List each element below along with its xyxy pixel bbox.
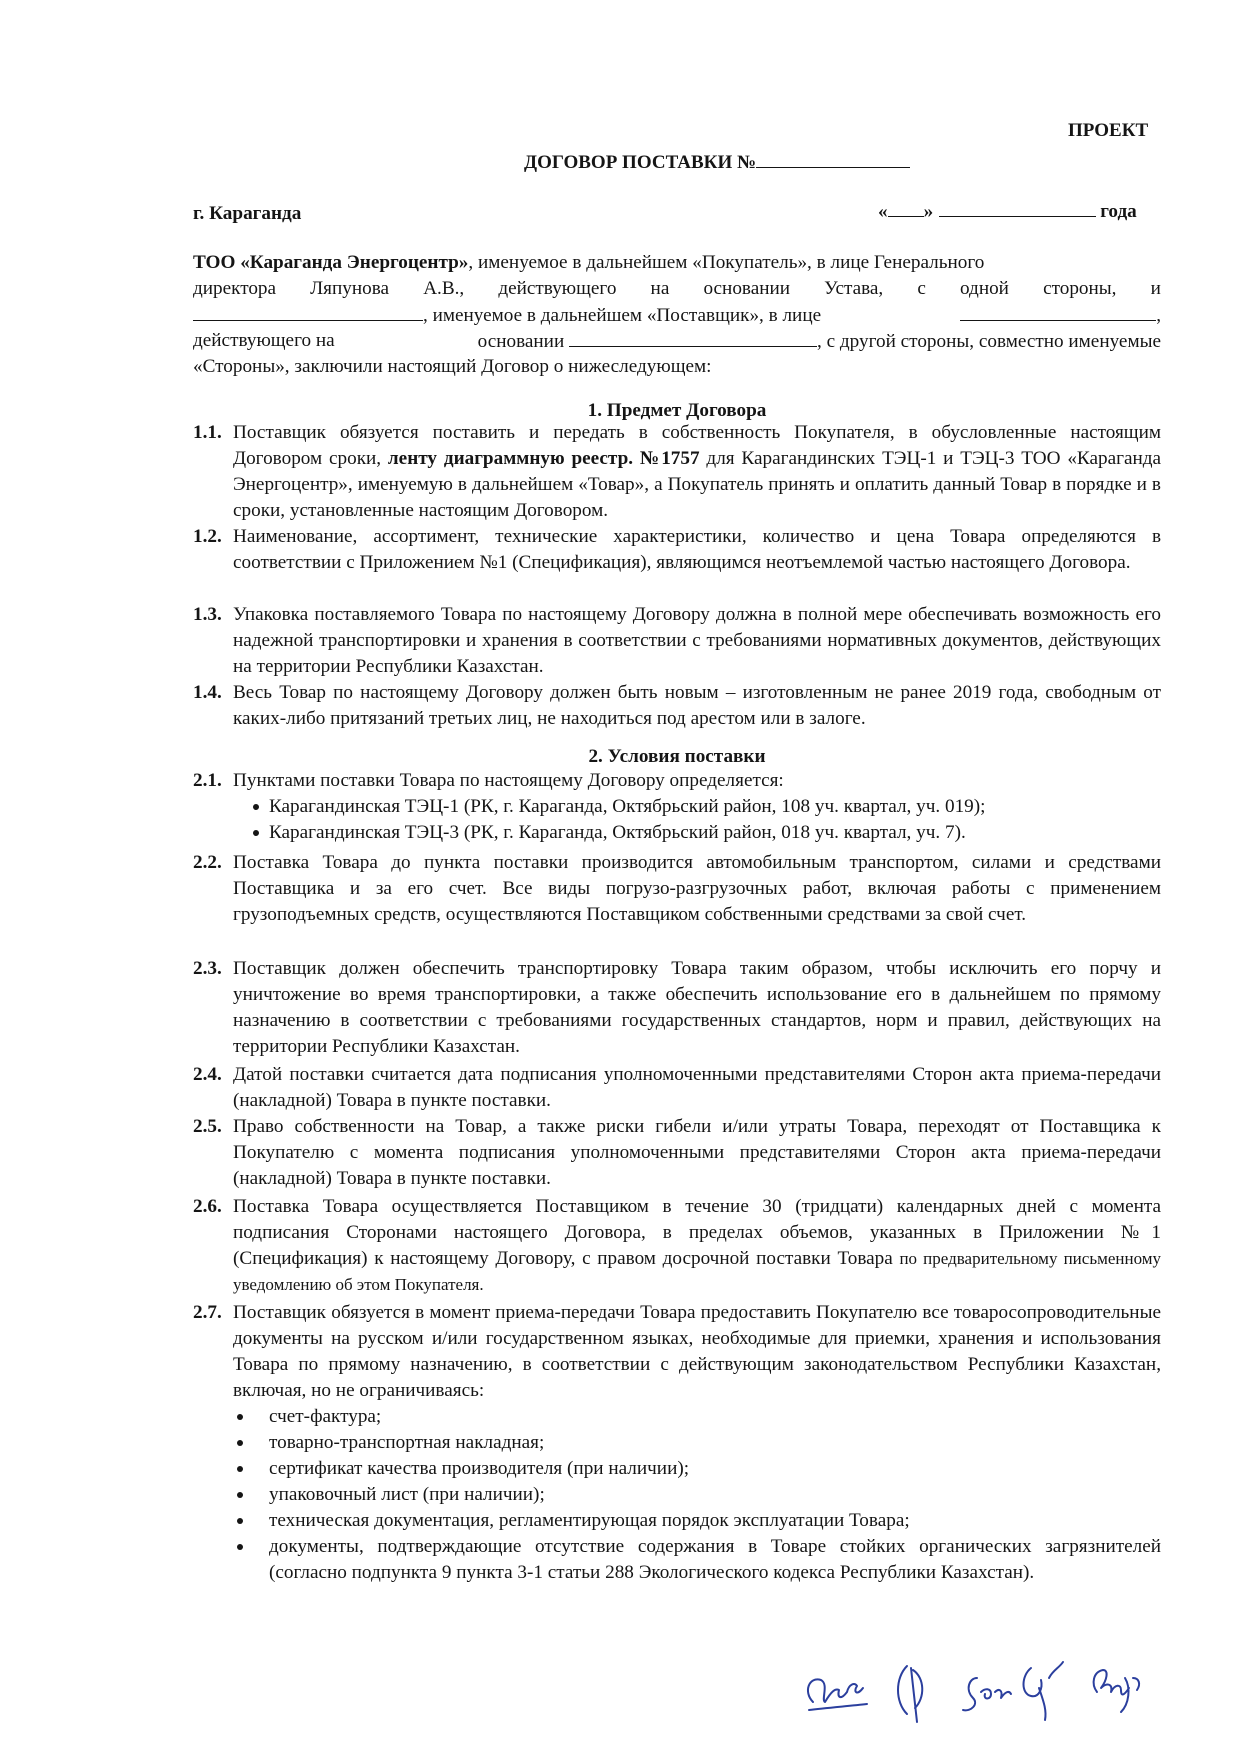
year-label: года xyxy=(1100,201,1137,222)
documents-list xyxy=(193,1404,1161,1612)
bullet-icon xyxy=(253,830,259,836)
preamble-word: с xyxy=(917,278,926,299)
clause-number: 2.1. xyxy=(193,770,222,791)
list-item xyxy=(193,1404,1161,1430)
product-name: ленту диаграммную реестр. №1757 xyxy=(387,448,700,469)
clause-2-1 xyxy=(193,768,1161,794)
contract-number-blank xyxy=(756,149,910,168)
signatures-icon xyxy=(795,1648,1175,1728)
clause-text-a: Поставщик обязуется поставить и передать в собственность Покупателя, в обусловленные настоящим Договором сроки, xyxy=(233,422,1161,469)
date-quote-close: » xyxy=(923,201,934,222)
project-stamp: ПРОЕКТ xyxy=(1068,120,1149,141)
preamble-text-1: , именуемое в дальнейшем «Покупатель», в лице Генерального xyxy=(468,252,985,273)
city-label: г. Караганда xyxy=(193,203,302,224)
clause-text-main: Поставка Товара осуществляется Поставщиком в течение 30 (тридцати) календарных дней с момента подписания Сторонами настоящего Договора, в пределах объемов, указанных в Приложении №1 (Спецификация) к настоящему Договору, с правом досрочной поставки Товара xyxy=(233,1196,1161,1269)
list-item-text: техническая документация, регламентирующая порядок эксплуатации Товара; xyxy=(269,1510,910,1531)
buyer-company: ТОО «Караганда Энергоцентр» xyxy=(193,252,469,273)
clause-2-3 xyxy=(193,956,1161,1060)
day-blank xyxy=(888,198,924,217)
clause-2-6 xyxy=(193,1194,1161,1298)
preamble-line-2 xyxy=(193,276,1161,302)
clause-1-1 xyxy=(193,420,1161,524)
preamble-line-4 xyxy=(193,328,1161,354)
bullet-icon xyxy=(237,1518,243,1524)
list-item xyxy=(193,794,1161,820)
list-item-text: документы, подтверждающие отсутствие содержания в Товаре стойких органических загрязнителей (согласно подпункта 9 пункта 3-1 статьи 288 Экологического кодекса Республики Казахстан). xyxy=(269,1536,1161,1583)
preamble-word: одной xyxy=(960,278,1009,299)
clause-text: Весь Товар по настоящему Договору должен быть новым – изготовленным не ранее 2019 года, свободным от каких-либо притязаний третьих лиц, не находиться под арестом или в залоге. xyxy=(233,682,1161,729)
clause-2-2 xyxy=(193,850,1161,928)
preamble-text-4a: действующего на xyxy=(193,330,335,351)
clause-number: 1.3. xyxy=(193,604,222,625)
preamble-text-3: , именуемое в дальнейшем «Поставщик», в лице xyxy=(423,305,822,326)
preamble-word: стороны, xyxy=(1043,278,1117,299)
preamble-word: директора xyxy=(193,278,277,299)
bullet-icon xyxy=(237,1492,243,1498)
list-item-text: упаковочный лист (при наличии); xyxy=(269,1484,545,1505)
list-item-text: товарно-транспортная накладная; xyxy=(269,1432,545,1453)
list-item xyxy=(193,1456,1161,1482)
clause-2-7 xyxy=(193,1300,1161,1404)
preamble-comma: , xyxy=(1156,305,1161,326)
clause-text: Наименование, ассортимент, технические характеристики, количество и цена Товара определяются в соответствии с Приложением №1 (Спецификация), являющимся неотъемлемой частью настоящего Договора. xyxy=(233,526,1161,573)
contract-date xyxy=(878,198,1137,225)
clause-number: 1.1. xyxy=(193,422,222,443)
preamble-line-5: «Стороны», заключили настоящий Договор о нижеследующем: xyxy=(193,356,712,377)
clause-text: Поставщик обязуется в момент приема-передачи Товара предоставить Покупателю все товаросопроводительные документы на русском и/или государственном языках, необходимые для приемки, хранения и использования Товара по прямому назначению, в соответствии с действующим законодательством Республики Казахстан, включая, но не ограничиваясь: xyxy=(233,1302,1161,1401)
bullet-icon xyxy=(237,1414,243,1420)
preamble-word: на xyxy=(650,278,670,299)
clause-number: 2.3. xyxy=(193,958,222,979)
clause-text-b: для Карагандинских ТЭЦ-1 и ТЭЦ-3 ТОО «Караганда Энергоцентр», именуемую в дальнейшем «Товар», а Покупатель принять и оплатить данный Товар в порядке и в сроки, установленные настоящим Договором. xyxy=(233,448,1162,521)
list-item-text: Карагандинская ТЭЦ-3 (РК, г. Караганда, Октябрьский район, 018 уч. квартал, уч. 7). xyxy=(269,822,966,843)
list-item xyxy=(193,1534,1161,1612)
delivery-points-list xyxy=(193,794,1161,846)
bullet-icon xyxy=(237,1466,243,1472)
preamble-word: и xyxy=(1150,278,1161,299)
clause-text xyxy=(233,1194,1161,1298)
clause-text: Поставка Товара до пункта поставки производится автомобильным транспортом, силами и средствами Поставщика и за его счет. Все виды погрузо-разгрузочных работ, включая работы с применением грузоподъемных средств, осуществляются Поставщиком собственными средствами за свой счет. xyxy=(233,852,1161,925)
preamble-word: А.В., xyxy=(423,278,465,299)
clause-number: 2.7. xyxy=(193,1302,222,1323)
clause-1-2 xyxy=(193,524,1161,576)
clause-number: 2.5. xyxy=(193,1116,222,1137)
representative-blank xyxy=(960,302,1156,321)
title-text: ДОГОВОР ПОСТАВКИ № xyxy=(524,152,757,173)
preamble-word: Устава, xyxy=(824,278,884,299)
list-item xyxy=(193,1508,1161,1534)
clause-1-3 xyxy=(193,602,1161,680)
list-item xyxy=(193,1482,1161,1508)
clause-number: 1.4. xyxy=(193,682,222,703)
list-item xyxy=(193,1430,1161,1456)
clause-2-4 xyxy=(193,1062,1161,1114)
clause-text: Право собственности на Товар, а также риски гибели и/или утраты Товара, переходят от Поставщика к Покупателю с момента подписания уполномоченными представителями Сторон акта приема-передачи (накладной) Товара в пункте поставки. xyxy=(233,1116,1161,1189)
clause-number: 1.2. xyxy=(193,526,222,547)
date-quote-open: « xyxy=(878,201,888,222)
list-item xyxy=(193,820,1161,846)
bullet-icon xyxy=(253,804,259,810)
preamble-text-4b: основании xyxy=(477,331,565,352)
list-item-text: Карагандинская ТЭЦ-1 (РК, г. Караганда, Октябрьский район, 108 уч. квартал, уч. 019); xyxy=(269,796,986,817)
supplier-name-blank xyxy=(193,302,423,321)
basis-blank xyxy=(569,328,817,347)
clause-number: 2.2. xyxy=(193,852,222,873)
clause-text xyxy=(233,420,1161,524)
clause-text: Пунктами поставки Товара по настоящему Договору определяется: xyxy=(233,770,784,791)
section-1-title: 1. Предмет Договора xyxy=(587,400,767,421)
preamble-text-4c: , с другой стороны, совместно именуемые xyxy=(817,331,1161,352)
section-2-title: 2. Условия поставки xyxy=(588,746,766,767)
preamble-word: Ляпунова xyxy=(310,278,390,299)
clause-text: Датой поставки считается дата подписания уполномоченными представителями Сторон акта приема-передачи (накладной) Товара в пункте поставки. xyxy=(233,1064,1161,1111)
preamble-word: основании xyxy=(703,278,791,299)
preamble-word: действующего xyxy=(498,278,617,299)
month-blank xyxy=(939,198,1096,217)
clause-2-5 xyxy=(193,1114,1161,1192)
clause-text: Поставщик должен обеспечить транспортировку Товара таким образом, чтобы исключить его порчу и уничтожение во время транспортировки, а также обеспечить использование его в дальнейшем по прямому назначению в соответствии с требованиями государственных стандартов, норм и правил, действующих на территории Республики Казахстан. xyxy=(233,958,1161,1057)
page-title xyxy=(524,149,910,176)
preamble-line-1 xyxy=(193,250,1161,276)
list-item-text: счет-фактура; xyxy=(269,1406,382,1427)
clause-number: 2.6. xyxy=(193,1196,222,1217)
list-item-text: сертификат качества производителя (при наличии); xyxy=(269,1458,690,1479)
clause-text-tail: по предварительному письменному уведомлению об этом Покупателя. xyxy=(233,1249,1162,1294)
clause-number: 2.4. xyxy=(193,1064,222,1085)
preamble-line-3 xyxy=(193,302,1161,328)
bullet-icon xyxy=(237,1440,243,1446)
clause-1-4 xyxy=(193,680,1161,732)
preamble xyxy=(193,250,1161,380)
clause-text: Упаковка поставляемого Товара по настоящему Договору должна в полной мере обеспечивать возможность его надежной транспортировки и хранения в соответствии с требованиями нормативных документов, действующих на территории Республики Казахстан. xyxy=(233,604,1161,677)
bullet-icon xyxy=(237,1544,243,1550)
